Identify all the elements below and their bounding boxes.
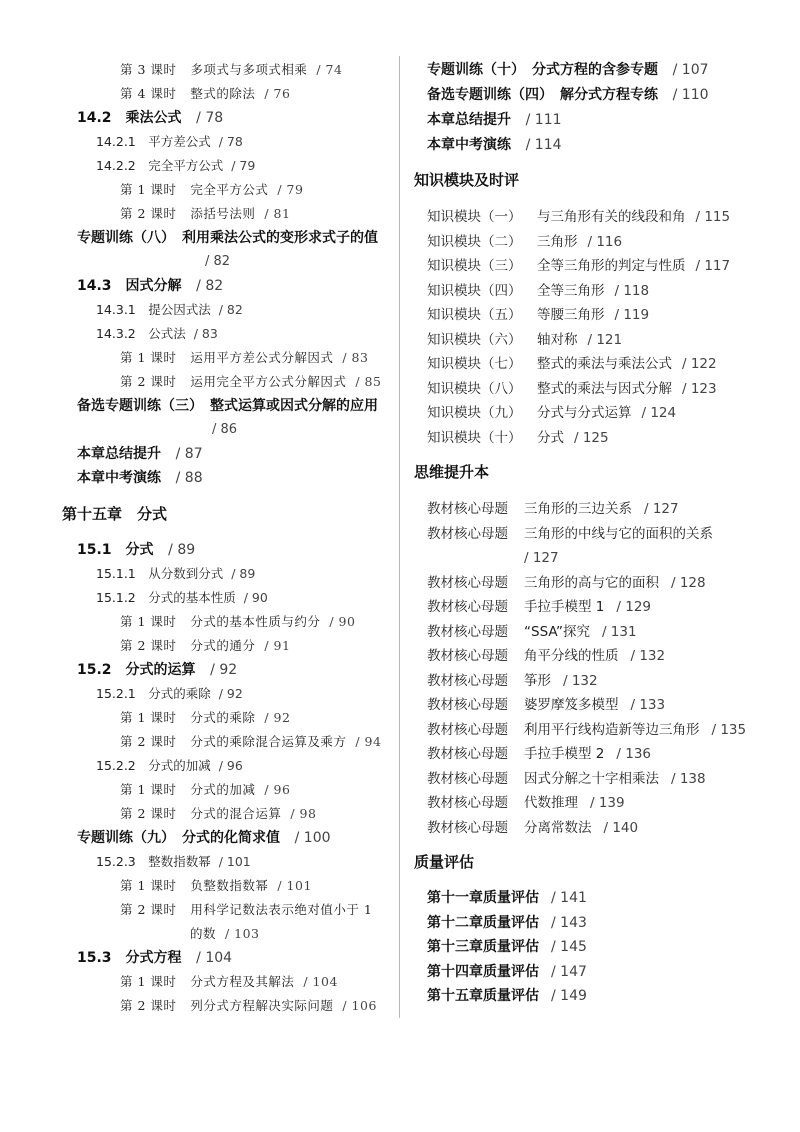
toc-entry-topic: 备选专题训练（四） 解分式方程专练 / 110 — [427, 87, 709, 103]
toc-entry-lesson: 第 2 课时 运用完全平方公式分解因式 / 85 — [120, 374, 382, 389]
toc-entry-summary: 本章总结提升 / 111 — [427, 112, 562, 128]
toc-entry-lesson: 第 1 课时 分式的加减 / 96 — [120, 782, 291, 797]
toc-entry-page: / 86 — [212, 422, 238, 437]
core-problem-item: 教材核心母题 手拉手模型 2 / 136 — [427, 746, 651, 762]
toc-entry-lesson: 第 2 课时 分式的通分 / 91 — [120, 638, 291, 653]
toc-entry-subsection: 15.2.2 分式的加减 / 96 — [96, 758, 243, 773]
toc-entry-lesson: 第 2 课时 列分式方程解决实际问题 / 106 — [120, 998, 377, 1013]
toc-entry-lesson: 第 1 课时 分式的乘除 / 92 — [120, 710, 291, 725]
knowledge-module-item: 知识模块（一） 与三角形有关的线段和角 / 115 — [427, 209, 731, 225]
toc-entry-lesson: 第 2 课时 添括号法则 / 81 — [120, 206, 291, 221]
toc-entry-subsection: 14.3.2 公式法 / 83 — [96, 326, 218, 341]
toc-entry-lesson: 第 2 课时 分式的混合运算 / 98 — [120, 806, 317, 821]
toc-entry-topic: 专题训练（九） 分式的化简求值 / 100 — [77, 830, 331, 846]
core-problem-item: 教材核心母题 婆罗摩笈多模型 / 133 — [427, 697, 666, 713]
toc-entry-subsection: 15.2.1 分式的乘除 / 92 — [96, 686, 243, 701]
toc-entry-subsection: 14.2.2 完全平方公式 / 79 — [96, 158, 256, 173]
knowledge-module-item: 知识模块（九） 分式与分式运算 / 124 — [427, 405, 677, 421]
toc-entry-lesson: 第 1 课时 分式的基本性质与约分 / 90 — [120, 614, 356, 629]
toc-entry-lesson: 第 1 课时 负整数指数幂 / 101 — [120, 878, 312, 893]
toc-entry-section: 14.2 乘法公式 / 78 — [77, 110, 224, 126]
toc-entry-lesson-continued: 的数 / 103 — [190, 926, 260, 941]
toc-entry-lesson: 第 1 课时 完全平方公式 / 79 — [120, 182, 304, 197]
toc-entry-subsection: 14.3.1 提公因式法 / 82 — [96, 302, 243, 317]
core-problem-item: 教材核心母题 三角形的高与它的面积 / 128 — [427, 574, 706, 591]
toc-entry-lesson: 第 1 课时 分式方程及其解法 / 104 — [120, 974, 338, 989]
core-problem-item: 教材核心母题 角平分线的性质 / 132 — [427, 648, 666, 664]
toc-part-heading-quality: 质量评估 — [414, 853, 475, 871]
quality-assessment-item: 第十三章质量评估 / 145 — [427, 939, 587, 955]
toc-entry-lesson: 第 1 课时 运用平方差公式分解因式 / 83 — [120, 350, 369, 365]
knowledge-module-item: 知识模块（七） 整式的乘法与乘法公式 / 122 — [427, 356, 717, 372]
toc-entry-topic: 专题训练（十） 分式方程的含参专题 / 107 — [427, 62, 709, 78]
knowledge-module-item: 知识模块（四） 全等三角形 / 118 — [427, 282, 650, 299]
core-problem-page-continued: / 127 — [524, 550, 559, 566]
core-problem-item: 教材核心母题 筝形 / 132 — [427, 672, 598, 689]
knowledge-module-item: 知识模块（三） 全等三角形的判定与性质 / 117 — [427, 258, 731, 274]
toc-entry-exam: 本章中考演练 / 114 — [427, 137, 562, 153]
knowledge-module-item: 知识模块（五） 等腰三角形 / 119 — [427, 307, 650, 323]
knowledge-module-item: 知识模块（二） 三角形 / 116 — [427, 233, 623, 250]
core-problem-item: 教材核心母题 “SSA”探究 / 131 — [427, 623, 637, 640]
toc-entry-topic: 备选专题训练（三） 整式运算或因式分解的应用 — [77, 398, 378, 414]
column-divider — [399, 56, 400, 1018]
toc-part-heading-thinking: 思维提升本 — [414, 463, 490, 481]
toc-part-heading-modules: 知识模块及时评 — [414, 171, 520, 189]
toc-entry-lesson: 第 4 课时 整式的除法 / 76 — [120, 86, 291, 101]
core-problem-item: 教材核心母题 利用平行线构造新等边三角形 / 135 — [427, 721, 747, 738]
quality-assessment-item: 第十四章质量评估 / 147 — [427, 963, 587, 980]
knowledge-module-item: 知识模块（十） 分式 / 125 — [427, 429, 609, 446]
toc-entry-section: 15.1 分式 / 89 — [77, 542, 196, 558]
toc-entry-summary: 本章总结提升 / 87 — [77, 446, 203, 462]
toc-entry-topic: 专题训练（八） 利用乘法公式的变形求式子的值 — [77, 230, 378, 246]
toc-entry-exam: 本章中考演练 / 88 — [77, 470, 203, 486]
toc-entry-subsection: 15.1.1 从分数到分式 / 89 — [96, 566, 256, 581]
toc-entry-lesson: 第 2 课时 分式的乘除混合运算及乘方 / 94 — [120, 734, 382, 749]
core-problem-item: 教材核心母题 分离常数法 / 140 — [427, 819, 639, 836]
knowledge-module-item: 知识模块（六） 轴对称 / 121 — [427, 331, 623, 348]
toc-entry-subsection: 14.2.1 平方差公式 / 78 — [96, 134, 243, 149]
knowledge-module-item: 知识模块（八） 整式的乘法与因式分解 / 123 — [427, 380, 717, 397]
quality-assessment-item: 第十二章质量评估 / 143 — [427, 914, 587, 931]
core-problem-item: 教材核心母题 手拉手模型 1 / 129 — [427, 599, 651, 615]
toc-chapter-heading: 第十五章 分式 — [62, 505, 168, 523]
core-problem-item: 教材核心母题 因式分解之十字相乘法 / 138 — [427, 770, 706, 787]
toc-entry-lesson: 第 3 课时 多项式与多项式相乘 / 74 — [120, 62, 343, 77]
toc-entry-page: / 82 — [205, 254, 231, 269]
toc-entry-subsection: 15.2.3 整数指数幂 / 101 — [96, 854, 251, 869]
toc-entry-subsection: 15.1.2 分式的基本性质 / 90 — [96, 590, 268, 605]
toc-entry-section: 14.3 因式分解 / 82 — [77, 278, 224, 294]
toc-entry-section: 15.3 分式方程 / 104 — [77, 950, 233, 966]
toc-entry-section: 15.2 分式的运算 / 92 — [77, 662, 238, 678]
quality-assessment-item: 第十五章质量评估 / 149 — [427, 988, 587, 1004]
core-problem-item: 教材核心母题 代数推理 / 139 — [427, 795, 625, 811]
core-problem-item: 教材核心母题 三角形的三边关系 / 127 — [427, 501, 679, 517]
quality-assessment-item: 第十一章质量评估 / 141 — [427, 890, 587, 906]
core-problem-item: 教材核心母题 三角形的中线与它的面积的关系 — [427, 525, 713, 542]
toc-entry-lesson: 第 2 课时 用科学记数法表示绝对值小于 1 — [120, 902, 373, 917]
